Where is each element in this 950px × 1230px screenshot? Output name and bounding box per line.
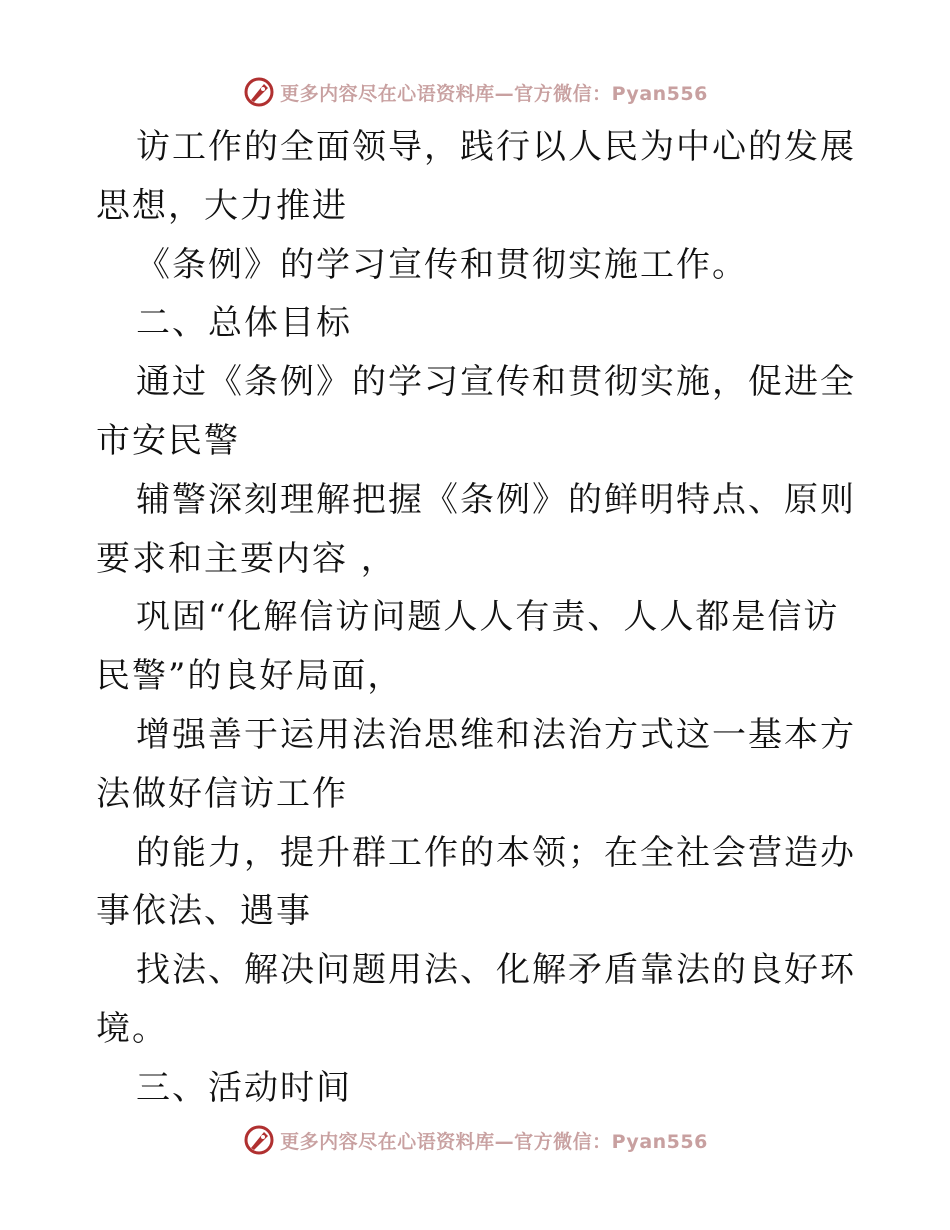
paragraph: 找法、解决问题用法、化解矛盾靠法的良好环境。 <box>96 950 856 1049</box>
paragraph: 《条例》的学习宣传和贯彻实施工作。 <box>136 244 748 285</box>
footer-watermark <box>0 1120 950 1160</box>
pen-nib-circle-icon <box>242 75 276 109</box>
paragraph: 通过《条例》的学习宣传和贯彻实施，促进全市安民警 <box>96 362 856 461</box>
footer-watermark-text: 更多内容尽在心语资料库—官方微信：Pyan556 <box>280 1130 708 1153</box>
section-heading: 三、活动时间 <box>136 1067 352 1108</box>
header-watermark <box>0 72 950 112</box>
document-body <box>96 118 856 1118</box>
header-watermark-text: 更多内容尽在心语资料库—官方微信：Pyan556 <box>280 82 708 105</box>
paragraph: 巩固“化解信访问题人人有责、人人都是信访民警”的良好局面， <box>96 597 840 697</box>
section-heading: 二、总体目标 <box>136 303 352 344</box>
paragraph: 增强善于运用法治思维和法治方式这一基本方法做好信访工作 <box>96 714 856 814</box>
pen-nib-circle-icon <box>242 1123 276 1157</box>
paragraph: 辅警深刻理解把握《条例》的鲜明特点、原则要求和主要内容 ， <box>96 479 856 579</box>
paragraph: 访工作的全面领导，践行以人民为中心的发展思想，大力推进 <box>96 127 856 226</box>
paragraph: 的能力，提升群工作的本领；在全社会营造办事依法、遇事 <box>96 832 856 932</box>
